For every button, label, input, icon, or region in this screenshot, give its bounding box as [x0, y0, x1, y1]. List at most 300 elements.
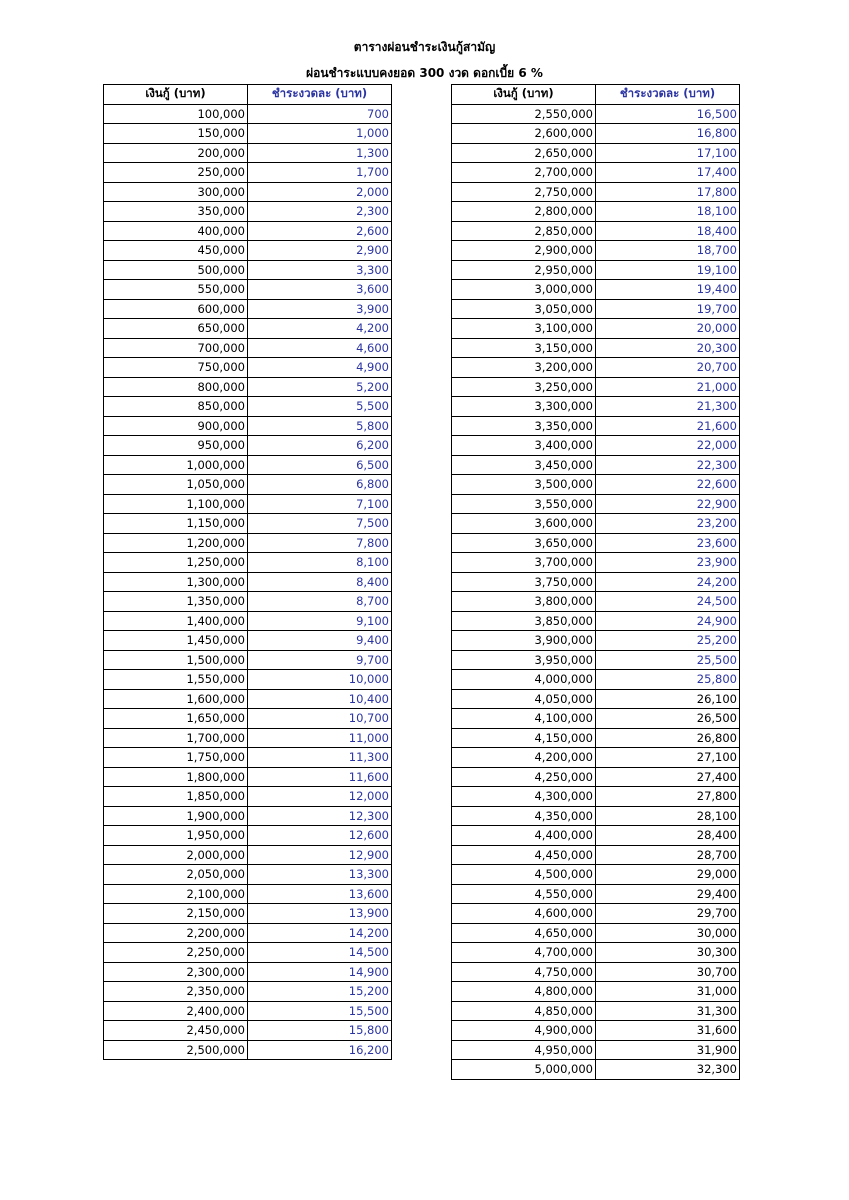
loan-amount-cell: 2,250,000	[104, 943, 248, 963]
loan-amount-cell: 1,250,000	[104, 553, 248, 573]
table-row	[452, 904, 740, 924]
loan-amount-cell: 3,050,000	[452, 299, 596, 319]
table-row	[104, 670, 392, 690]
loan-amount-cell: 850,000	[104, 397, 248, 417]
table-row	[452, 416, 740, 436]
table-row	[452, 553, 740, 573]
payment-amount-cell: 12,300	[248, 806, 392, 826]
loan-amount-cell: 400,000	[104, 221, 248, 241]
table-row	[104, 358, 392, 378]
payment-amount-cell: 31,300	[596, 1001, 740, 1021]
table-row	[104, 650, 392, 670]
payment-amount-cell: 22,600	[596, 475, 740, 495]
table-row	[104, 338, 392, 358]
table-row	[104, 182, 392, 202]
table-row	[452, 1040, 740, 1060]
loan-table-right	[451, 84, 740, 1080]
table-row	[104, 436, 392, 456]
loan-amount-cell: 4,000,000	[452, 670, 596, 690]
loan-amount-cell: 1,100,000	[104, 494, 248, 514]
payment-amount-cell: 17,800	[596, 182, 740, 202]
table-row	[452, 280, 740, 300]
loan-amount-cell: 1,550,000	[104, 670, 248, 690]
table-row	[104, 455, 392, 475]
loan-amount-cell: 2,500,000	[104, 1040, 248, 1060]
payment-amount-cell: 11,000	[248, 728, 392, 748]
payment-amount-cell: 12,000	[248, 787, 392, 807]
payment-amount-cell: 5,500	[248, 397, 392, 417]
table-row	[104, 611, 392, 631]
loan-amount-cell: 600,000	[104, 299, 248, 319]
loan-amount-cell: 4,850,000	[452, 1001, 596, 1021]
loan-amount-cell: 3,750,000	[452, 572, 596, 592]
payment-amount-cell: 5,200	[248, 377, 392, 397]
table-row	[452, 806, 740, 826]
table-row	[104, 241, 392, 261]
loan-amount-cell: 1,500,000	[104, 650, 248, 670]
table-row	[104, 1040, 392, 1060]
payment-amount-cell: 16,500	[596, 104, 740, 124]
payment-amount-cell: 28,400	[596, 826, 740, 846]
payment-amount-cell: 18,400	[596, 221, 740, 241]
loan-amount-cell: 4,500,000	[452, 865, 596, 885]
table-header-row	[452, 85, 740, 105]
payment-amount-cell: 31,000	[596, 982, 740, 1002]
table-row	[452, 592, 740, 612]
loan-amount-cell: 4,550,000	[452, 884, 596, 904]
table-row	[452, 572, 740, 592]
loan-amount-cell: 4,700,000	[452, 943, 596, 963]
table-row	[452, 709, 740, 729]
table-body	[104, 104, 392, 1060]
payment-amount-cell: 28,700	[596, 845, 740, 865]
loan-amount-cell: 4,400,000	[452, 826, 596, 846]
payment-amount-cell: 18,700	[596, 241, 740, 261]
payment-amount-cell: 13,600	[248, 884, 392, 904]
payment-amount-cell: 16,800	[596, 124, 740, 144]
table-row	[452, 514, 740, 534]
loan-amount-cell: 3,250,000	[452, 377, 596, 397]
loan-amount-cell: 1,050,000	[104, 475, 248, 495]
loan-amount-cell: 1,650,000	[104, 709, 248, 729]
table-row	[452, 962, 740, 982]
table-row	[104, 767, 392, 787]
payment-amount-cell: 25,800	[596, 670, 740, 690]
payment-amount-cell: 12,900	[248, 845, 392, 865]
payment-amount-cell: 27,400	[596, 767, 740, 787]
loan-amount-cell: 1,150,000	[104, 514, 248, 534]
payment-amount-cell: 28,100	[596, 806, 740, 826]
payment-amount-cell: 10,700	[248, 709, 392, 729]
loan-amount-cell: 1,400,000	[104, 611, 248, 631]
payment-amount-cell: 15,500	[248, 1001, 392, 1021]
payment-amount-cell: 19,400	[596, 280, 740, 300]
payment-amount-cell: 18,100	[596, 202, 740, 222]
loan-amount-cell: 3,300,000	[452, 397, 596, 417]
payment-amount-cell: 9,100	[248, 611, 392, 631]
table-row	[104, 943, 392, 963]
table-row	[452, 631, 740, 651]
table-row	[452, 1060, 740, 1080]
payment-amount-cell: 10,400	[248, 689, 392, 709]
payment-amount-cell: 27,100	[596, 748, 740, 768]
loan-amount-cell: 4,900,000	[452, 1021, 596, 1041]
loan-amount-cell: 2,050,000	[104, 865, 248, 885]
loan-amount-cell: 450,000	[104, 241, 248, 261]
table-row	[452, 728, 740, 748]
payment-amount-cell: 21,600	[596, 416, 740, 436]
loan-amount-cell: 1,950,000	[104, 826, 248, 846]
payment-amount-cell: 8,700	[248, 592, 392, 612]
payment-amount-cell: 3,600	[248, 280, 392, 300]
loan-amount-cell: 2,800,000	[452, 202, 596, 222]
table-row	[452, 865, 740, 885]
loan-amount-cell: 3,700,000	[452, 553, 596, 573]
loan-amount-cell: 2,350,000	[104, 982, 248, 1002]
loan-amount-cell: 200,000	[104, 143, 248, 163]
loan-column-header: เงินกู้ (บาท)	[104, 85, 248, 105]
payment-amount-cell: 17,400	[596, 163, 740, 183]
table-row	[452, 397, 740, 417]
loan-amount-cell: 250,000	[104, 163, 248, 183]
table-row	[104, 163, 392, 183]
table-row	[104, 728, 392, 748]
payment-amount-cell: 4,600	[248, 338, 392, 358]
payment-amount-cell: 31,600	[596, 1021, 740, 1041]
loan-amount-cell: 1,850,000	[104, 787, 248, 807]
loan-amount-cell: 700,000	[104, 338, 248, 358]
table-row	[452, 670, 740, 690]
payment-amount-cell: 25,200	[596, 631, 740, 651]
table-row	[104, 884, 392, 904]
table-row	[104, 865, 392, 885]
loan-amount-cell: 2,650,000	[452, 143, 596, 163]
payment-amount-cell: 24,900	[596, 611, 740, 631]
loan-amount-cell: 550,000	[104, 280, 248, 300]
loan-amount-cell: 2,150,000	[104, 904, 248, 924]
loan-amount-cell: 4,250,000	[452, 767, 596, 787]
payment-amount-cell: 13,300	[248, 865, 392, 885]
table-row	[104, 475, 392, 495]
payment-amount-cell: 15,200	[248, 982, 392, 1002]
payment-amount-cell: 30,300	[596, 943, 740, 963]
loan-amount-cell: 4,150,000	[452, 728, 596, 748]
table-row	[452, 475, 740, 495]
table-row	[452, 943, 740, 963]
table-row	[104, 904, 392, 924]
table-row	[452, 202, 740, 222]
payment-amount-cell: 11,600	[248, 767, 392, 787]
table-row	[452, 377, 740, 397]
table-row	[452, 845, 740, 865]
table-row	[104, 826, 392, 846]
payment-amount-cell: 6,500	[248, 455, 392, 475]
table-row	[104, 982, 392, 1002]
loan-amount-cell: 650,000	[104, 319, 248, 339]
loan-table-left	[103, 84, 392, 1060]
loan-amount-cell: 1,600,000	[104, 689, 248, 709]
table-row	[104, 553, 392, 573]
loan-amount-cell: 3,650,000	[452, 533, 596, 553]
table-row	[104, 923, 392, 943]
table-row	[104, 572, 392, 592]
loan-amount-cell: 5,000,000	[452, 1060, 596, 1080]
payment-amount-cell: 26,800	[596, 728, 740, 748]
page-title: ตารางผ่อนชำระเงินกู้สามัญ	[353, 40, 496, 54]
table-row	[104, 533, 392, 553]
payment-amount-cell: 27,800	[596, 787, 740, 807]
loan-amount-cell: 2,900,000	[452, 241, 596, 261]
table-row	[452, 826, 740, 846]
table-row	[452, 611, 740, 631]
loan-amount-cell: 2,600,000	[452, 124, 596, 144]
payment-amount-cell: 13,900	[248, 904, 392, 924]
loan-amount-cell: 4,300,000	[452, 787, 596, 807]
payment-amount-cell: 30,700	[596, 962, 740, 982]
table-row	[452, 982, 740, 1002]
loan-amount-cell: 4,350,000	[452, 806, 596, 826]
loan-amount-cell: 1,350,000	[104, 592, 248, 612]
table-header-row	[104, 85, 392, 105]
loan-amount-cell: 3,000,000	[452, 280, 596, 300]
payment-column-header: ชำระงวดละ (บาท)	[596, 85, 740, 105]
table-row	[452, 260, 740, 280]
table-row	[452, 358, 740, 378]
table-row	[104, 397, 392, 417]
loan-amount-cell: 4,100,000	[452, 709, 596, 729]
payment-amount-cell: 8,100	[248, 553, 392, 573]
table-row	[452, 533, 740, 553]
payment-amount-cell: 14,500	[248, 943, 392, 963]
table-row	[452, 319, 740, 339]
table-row	[452, 767, 740, 787]
payment-amount-cell: 4,200	[248, 319, 392, 339]
loan-amount-cell: 3,400,000	[452, 436, 596, 456]
loan-amount-cell: 4,800,000	[452, 982, 596, 1002]
loan-amount-cell: 800,000	[104, 377, 248, 397]
table-row	[452, 241, 740, 261]
payment-amount-cell: 7,800	[248, 533, 392, 553]
loan-amount-cell: 3,550,000	[452, 494, 596, 514]
table-row	[452, 748, 740, 768]
payment-amount-cell: 2,900	[248, 241, 392, 261]
payment-amount-cell: 2,600	[248, 221, 392, 241]
loan-amount-cell: 1,200,000	[104, 533, 248, 553]
loan-amount-cell: 1,300,000	[104, 572, 248, 592]
payment-amount-cell: 8,400	[248, 572, 392, 592]
loan-amount-cell: 350,000	[104, 202, 248, 222]
payment-amount-cell: 1,300	[248, 143, 392, 163]
table-row	[104, 260, 392, 280]
loan-amount-cell: 2,300,000	[104, 962, 248, 982]
table-row	[452, 455, 740, 475]
loan-amount-cell: 2,400,000	[104, 1001, 248, 1021]
table-row	[452, 494, 740, 514]
payment-amount-cell: 11,300	[248, 748, 392, 768]
loan-amount-cell: 100,000	[104, 104, 248, 124]
loan-amount-cell: 2,750,000	[452, 182, 596, 202]
table-row	[104, 124, 392, 144]
table-row	[452, 143, 740, 163]
loan-amount-cell: 1,700,000	[104, 728, 248, 748]
loan-amount-cell: 1,750,000	[104, 748, 248, 768]
loan-amount-cell: 3,450,000	[452, 455, 596, 475]
payment-amount-cell: 23,900	[596, 553, 740, 573]
payment-amount-cell: 22,000	[596, 436, 740, 456]
loan-amount-cell: 2,200,000	[104, 923, 248, 943]
table-row	[104, 202, 392, 222]
loan-amount-cell: 3,800,000	[452, 592, 596, 612]
table-row	[104, 845, 392, 865]
loan-amount-cell: 3,100,000	[452, 319, 596, 339]
payment-amount-cell: 700	[248, 104, 392, 124]
table-row	[104, 377, 392, 397]
table-row	[452, 650, 740, 670]
loan-amount-cell: 4,450,000	[452, 845, 596, 865]
payment-amount-cell: 17,100	[596, 143, 740, 163]
payment-amount-cell: 31,900	[596, 1040, 740, 1060]
payment-amount-cell: 21,000	[596, 377, 740, 397]
table-row	[104, 709, 392, 729]
loan-amount-cell: 750,000	[104, 358, 248, 378]
loan-column-header: เงินกู้ (บาท)	[452, 85, 596, 105]
payment-amount-cell: 26,100	[596, 689, 740, 709]
payment-amount-cell: 25,500	[596, 650, 740, 670]
loan-amount-cell: 2,550,000	[452, 104, 596, 124]
table-row	[452, 923, 740, 943]
loan-amount-cell: 1,450,000	[104, 631, 248, 651]
loan-amount-cell: 2,700,000	[452, 163, 596, 183]
table-row	[104, 143, 392, 163]
payment-amount-cell: 10,000	[248, 670, 392, 690]
payment-amount-cell: 2,300	[248, 202, 392, 222]
table-row	[104, 416, 392, 436]
table-row	[452, 884, 740, 904]
payment-amount-cell: 29,000	[596, 865, 740, 885]
payment-amount-cell: 1,700	[248, 163, 392, 183]
loan-amount-cell: 4,750,000	[452, 962, 596, 982]
loan-amount-cell: 500,000	[104, 260, 248, 280]
payment-amount-cell: 6,800	[248, 475, 392, 495]
loan-amount-cell: 4,200,000	[452, 748, 596, 768]
payment-amount-cell: 22,900	[596, 494, 740, 514]
payment-amount-cell: 14,200	[248, 923, 392, 943]
payment-amount-cell: 29,700	[596, 904, 740, 924]
payment-amount-cell: 24,500	[596, 592, 740, 612]
loan-amount-cell: 1,000,000	[104, 455, 248, 475]
payment-amount-cell: 2,000	[248, 182, 392, 202]
loan-amount-cell: 3,150,000	[452, 338, 596, 358]
loan-amount-cell: 3,950,000	[452, 650, 596, 670]
table-row	[452, 436, 740, 456]
loan-amount-cell: 3,600,000	[452, 514, 596, 534]
payment-amount-cell: 23,600	[596, 533, 740, 553]
payment-amount-cell: 19,100	[596, 260, 740, 280]
table-row	[104, 1021, 392, 1041]
table-row	[452, 182, 740, 202]
loan-amount-cell: 2,100,000	[104, 884, 248, 904]
payment-amount-cell: 16,200	[248, 1040, 392, 1060]
table-row	[104, 280, 392, 300]
payment-amount-cell: 15,800	[248, 1021, 392, 1041]
loan-amount-cell: 3,900,000	[452, 631, 596, 651]
payment-amount-cell: 6,200	[248, 436, 392, 456]
loan-amount-cell: 1,800,000	[104, 767, 248, 787]
table-row	[104, 806, 392, 826]
table-row	[104, 299, 392, 319]
loan-amount-cell: 3,350,000	[452, 416, 596, 436]
loan-amount-cell: 2,000,000	[104, 845, 248, 865]
payment-amount-cell: 7,100	[248, 494, 392, 514]
table-row	[104, 962, 392, 982]
loan-amount-cell: 2,850,000	[452, 221, 596, 241]
loan-amount-cell: 3,200,000	[452, 358, 596, 378]
table-row	[104, 689, 392, 709]
payment-amount-cell: 14,900	[248, 962, 392, 982]
loan-amount-cell: 2,450,000	[104, 1021, 248, 1041]
loan-amount-cell: 4,050,000	[452, 689, 596, 709]
payment-amount-cell: 24,200	[596, 572, 740, 592]
table-row	[104, 631, 392, 651]
payment-amount-cell: 23,200	[596, 514, 740, 534]
payment-amount-cell: 3,300	[248, 260, 392, 280]
table-row	[104, 787, 392, 807]
payment-amount-cell: 20,700	[596, 358, 740, 378]
loan-amount-cell: 900,000	[104, 416, 248, 436]
table-row	[452, 1001, 740, 1021]
table-row	[104, 514, 392, 534]
payment-amount-cell: 20,000	[596, 319, 740, 339]
payment-amount-cell: 5,800	[248, 416, 392, 436]
payment-amount-cell: 4,900	[248, 358, 392, 378]
payment-amount-cell: 26,500	[596, 709, 740, 729]
loan-amount-cell: 4,600,000	[452, 904, 596, 924]
table-row	[452, 104, 740, 124]
payment-amount-cell: 3,900	[248, 299, 392, 319]
table-row	[452, 124, 740, 144]
loan-amount-cell: 4,950,000	[452, 1040, 596, 1060]
table-row	[452, 221, 740, 241]
table-row	[104, 319, 392, 339]
loan-amount-cell: 150,000	[104, 124, 248, 144]
loan-amount-cell: 2,950,000	[452, 260, 596, 280]
table-row	[104, 592, 392, 612]
loan-amount-cell: 300,000	[104, 182, 248, 202]
loan-amount-cell: 950,000	[104, 436, 248, 456]
table-row	[104, 221, 392, 241]
page-subtitle: ผ่อนชำระแบบคงยอด 300 งวด ดอกเบี้ย 6 %	[306, 66, 543, 80]
table-row	[452, 1021, 740, 1041]
table-row	[104, 748, 392, 768]
payment-column-header: ชำระงวดละ (บาท)	[248, 85, 392, 105]
payment-amount-cell: 19,700	[596, 299, 740, 319]
payment-amount-cell: 7,500	[248, 514, 392, 534]
loan-amount-cell: 1,900,000	[104, 806, 248, 826]
payment-amount-cell: 9,700	[248, 650, 392, 670]
table-row	[104, 1001, 392, 1021]
payment-amount-cell: 29,400	[596, 884, 740, 904]
table-row	[452, 689, 740, 709]
payment-amount-cell: 21,300	[596, 397, 740, 417]
payment-amount-cell: 22,300	[596, 455, 740, 475]
payment-amount-cell: 30,000	[596, 923, 740, 943]
loan-amount-cell: 3,850,000	[452, 611, 596, 631]
payment-amount-cell: 9,400	[248, 631, 392, 651]
payment-amount-cell: 1,000	[248, 124, 392, 144]
table-row	[104, 494, 392, 514]
table-row	[452, 338, 740, 358]
table-row	[104, 104, 392, 124]
